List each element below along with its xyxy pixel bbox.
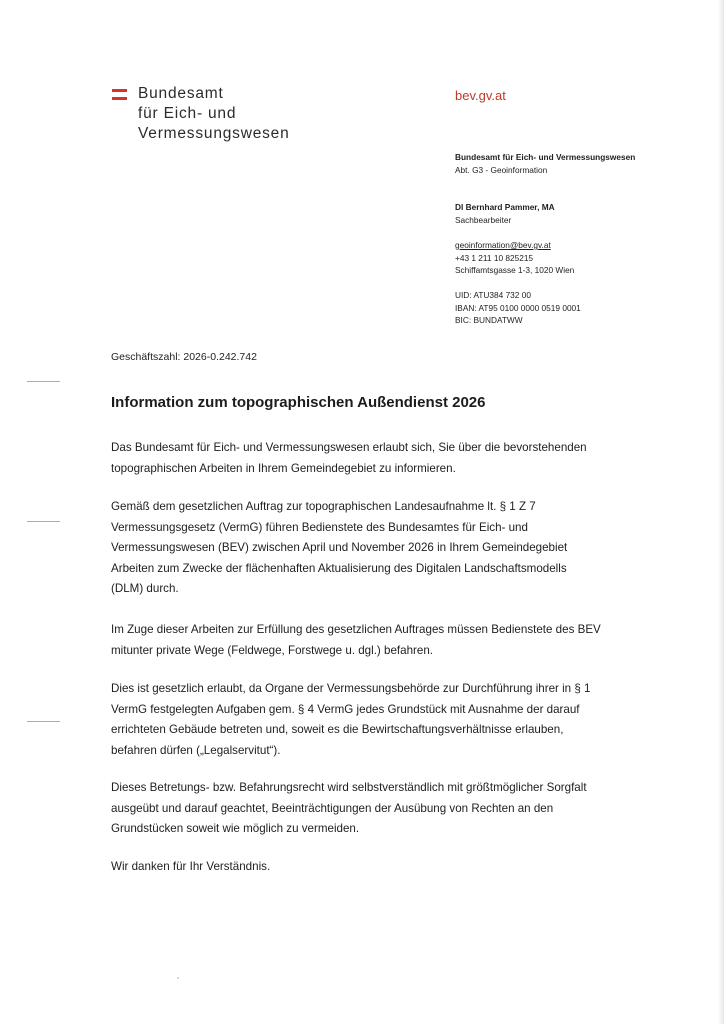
scan-edge xyxy=(718,0,724,1024)
reference-number: Geschäftszahl: 2026-0.242.742 xyxy=(111,351,257,363)
paragraph xyxy=(111,438,641,479)
text-line: VermG festgelegten Aufgaben gem. § 4 VermG jedes Grundstück mit Ausnahme der darauf xyxy=(111,702,580,716)
email-link[interactable]: geoinformation@bev.gv.at xyxy=(455,240,551,250)
text-line: Arbeiten zum Zwecke der flächenhaften Aktualisierung des Digitalen Landschaftsmodells xyxy=(111,561,567,575)
text-line: errichteten Gebäude betreten und, soweit es die Bewirtschaftungsverhältnisse erlauben, xyxy=(111,723,564,736)
logo-text xyxy=(138,84,290,144)
text-line: Dies ist gesetzlich erlaubt, da Organe der Vermessungsbehörde zur Durchführung ihrer in § 1 xyxy=(111,682,591,695)
bic: BIC: BUNDATWW xyxy=(455,315,523,325)
paragraph xyxy=(111,679,641,761)
fold-mark xyxy=(27,381,60,382)
contact-name: DI Bernhard Pammer, MA xyxy=(455,202,555,212)
address: Schiffamtsgasse 1-3, 1020 Wien xyxy=(455,265,575,275)
scan-speck xyxy=(177,977,179,979)
text-line: topographischen Arbeiten in Ihrem Gemeindegebiet zu informieren. xyxy=(111,461,456,475)
text-line: Vermessungswesen (BEV) zwischen April und November 2026 in Ihrem Gemeindegebiet xyxy=(111,541,568,554)
fold-mark xyxy=(27,521,60,522)
text-line: Grundstücken soweit wie möglich zu vermeiden. xyxy=(111,822,360,835)
page-title: Information zum topographischen Außendienst 2026 xyxy=(111,394,486,411)
text-line: befahren dürfen („Legalservitut“). xyxy=(111,743,281,757)
paragraph xyxy=(111,857,641,878)
text-line: Wir danken für Ihr Verständnis. xyxy=(111,860,271,873)
uid: UID: ATU384 732 00 xyxy=(455,290,531,300)
address-block xyxy=(455,239,574,277)
paragraph xyxy=(111,620,641,661)
logo-line: für Eich- und xyxy=(138,105,237,122)
contact-block xyxy=(455,201,555,226)
paragraph xyxy=(111,497,641,600)
austria-flag-icon xyxy=(112,89,127,92)
iban: IBAN: AT95 0100 0000 0519 0001 xyxy=(455,302,581,313)
fold-mark xyxy=(27,721,60,722)
paragraph xyxy=(111,778,641,840)
text-line: Gemäß dem gesetzlichen Auftrag zur topographischen Landesaufnahme lt. § 1 Z 7 xyxy=(111,500,536,513)
text-line: (DLM) durch. xyxy=(111,582,179,595)
sender-org: Bundesamt für Eich- und Vermessungswesen xyxy=(455,152,636,162)
text-line: mitunter private Wege (Feldwege, Forstwege u. dgl.) befahren. xyxy=(111,643,433,657)
bank-block xyxy=(455,289,581,327)
website-link[interactable]: bev.gv.at xyxy=(455,88,506,103)
contact-role: Sachbearbeiter xyxy=(455,214,512,225)
text-line: Dieses Betretungs- bzw. Befahrungsrecht wird selbstverständlich mit größtmöglicher Sorgfalt xyxy=(111,781,587,794)
text-line: Im Zuge dieser Arbeiten zur Erfüllung des gesetzlichen Auftrages müssen Bedienstete des BEV xyxy=(111,623,601,636)
logo-line: Bundesamt xyxy=(138,85,224,102)
text-line: Vermessungsgesetz (VermG) führen Bedienstete des Bundesamtes für Eich- und xyxy=(111,520,528,534)
sender-org-block xyxy=(455,151,635,176)
text-line: ausgeübt und darauf geachtet, Beeinträchtigungen der Ausübung von Rechten an den xyxy=(111,801,554,815)
sender-dept: Abt. G3 - Geoinformation xyxy=(455,164,548,175)
text-line: Das Bundesamt für Eich- und Vermessungswesen erlaubt sich, Sie über die bevorstehenden xyxy=(111,441,587,454)
logo-line: Vermessungswesen xyxy=(138,125,290,142)
phone: +43 1 211 10 825215 xyxy=(455,252,534,263)
